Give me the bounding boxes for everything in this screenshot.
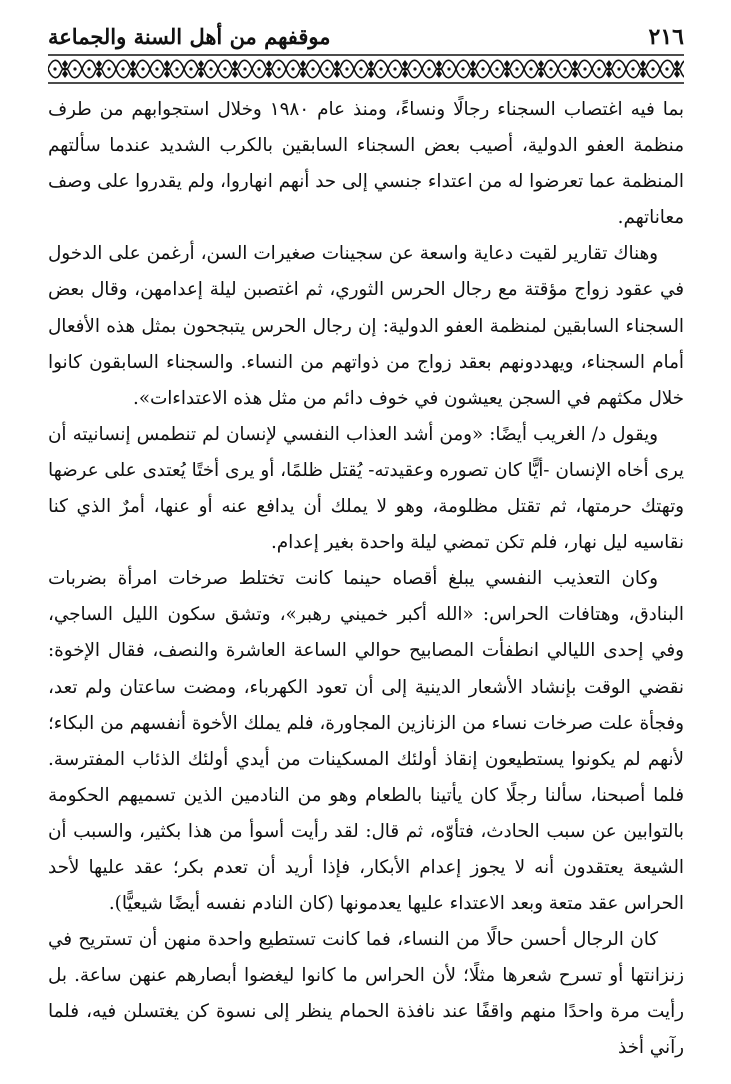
ornament-motif <box>286 60 320 78</box>
ornament-motif <box>524 60 558 78</box>
ornament-motif <box>558 60 592 78</box>
ornament-motif <box>150 60 184 78</box>
ornament-motif <box>116 60 150 78</box>
ornament-motif <box>184 60 218 78</box>
ornament-motif <box>252 60 286 78</box>
running-title: موقفهم من أهل السنة والجماعة <box>48 24 331 49</box>
paragraph: وكان التعذيب النفسي يبلغ أقصاه حينما كانت تختلط صرخات امرأة بضربات البنادق، وهتافات الحراس: «الله أكبر خميني رهبر»، وتشق سكون الليل الساجي، وفي إحدى الليالي انطفأت المصابيح حوالي الساعة العاشرة والنصف، فقال الإخوة: نقضي الوقت بإنشاد الأشعار الدينية إلى أن تعود الكهرباء، ومضت ساعتان ولم تعد، وفجأة علت صرخات نساء من الزنازين المجاورة، فلم يملك الأخوة أنفسهم من البكاء؛ لأنهم لم يكونوا يستطيعون إنقاذ أولئك المسكينات من أيدي أولئك الذئاب المفترسة. فلما أصبحنا، سألنا رجلًا كان يأتينا بالطعام وهو من النادمين الذين تسميهم الحكومة بالتوابين عن سبب الحادث، فتأوّه، ثم قال: لقد رأيت أسوأ من هذا بكثير، والسبب أن الشيعة يعتقدون أنه لا يجوز إعدام الأبكار، فإذا أريد أن تعدم بكر؛ عقد عليها لأحد الحراس عقد متعة وبعد الاعتداء عليها يعدمونها (كان النادم نفسه أيضًا شيعيًّا). <box>48 568 684 915</box>
ornament-motif <box>388 60 422 78</box>
ornament-motif <box>592 60 626 78</box>
ornament-motif <box>320 60 354 78</box>
ornament-motif <box>354 60 388 78</box>
page-body <box>48 92 684 1067</box>
paragraph: كان الرجال أحسن حالًا من النساء، فما كانت تستطيع واحدة منهن أن تستريح في زنزانتها أو تسرح شعرها مثلًا؛ لأن الحراس ما كانوا ليغضوا أبصارهم عنهن ساعة. بل رأيت مرة واحدًا منهم واقفًا عند نافذة الحمام ينظر إلى نسوة كن يغتسلن فيه، فلما رآني أخذ <box>48 929 684 1059</box>
page-number: ٢١٦ <box>648 24 684 50</box>
ornament-motif <box>490 60 524 78</box>
ornamental-border <box>48 54 684 84</box>
page-header <box>48 22 684 52</box>
ornament-motif <box>422 60 456 78</box>
paragraph: بما فيه اغتصاب السجناء رجالًا ونساءً، ومنذ عام ١٩٨٠ وخلال استجوابهم من طرف منظمة العفو الدولية، أصيب بعض السجناء السابقين بالكرب الشديد عندما سألتهم المنظمة عما تعرضوا له من اعتداء جنسي إلى حد أنهم انهاروا، ولم يقدروا على وصف معاناتهم. <box>48 99 685 229</box>
ornament-motif <box>82 60 116 78</box>
ornament-motif <box>456 60 490 78</box>
paragraph: ويقول د/ الغريب أيضًا: «ومن أشد العذاب النفسي لإنسان لم تنطمس إنسانيته أن يرى أخاه الإنسان -أيًّا كان تصوره وعقيدته- يُقتل ظلمًا، أو يرى أختًا يُعتدى على عرضها وتهتك حرمتها، ثم تقتل مظلومة، وهو لا يملك أن يدافع عنه أو عنها، أمرٌ الذي كنا نقاسيه ليل نهار، فلم تكن تمضي ليلة واحدة بغير إعدام. <box>48 423 684 554</box>
ornament-motif <box>660 60 684 78</box>
ornament-motif <box>626 60 660 78</box>
ornament-motif <box>48 60 82 78</box>
ornament-motif <box>218 60 252 78</box>
paragraph: وهناك تقارير لقيت دعاية واسعة عن سجينات صغيرات السن، أرغمن على الدخول في عقود زواج مؤقتة مع رجال الحرس الثوري، ثم اغتصبن ليلة إعدامهن، وقال بعض السجناء السابقين لمنظمة العفو الدولية: إن رجال الحرس يتبجحون بمثل هذه الأفعال أمام السجناء، ويهددونهم بعقد زواج من ذواتهم من النساء. والسجناء السابقون كانوا خلال مكثهم في السجن يعيشون في خوف دائم من مثل هذه الاعتداءات». <box>48 243 684 409</box>
